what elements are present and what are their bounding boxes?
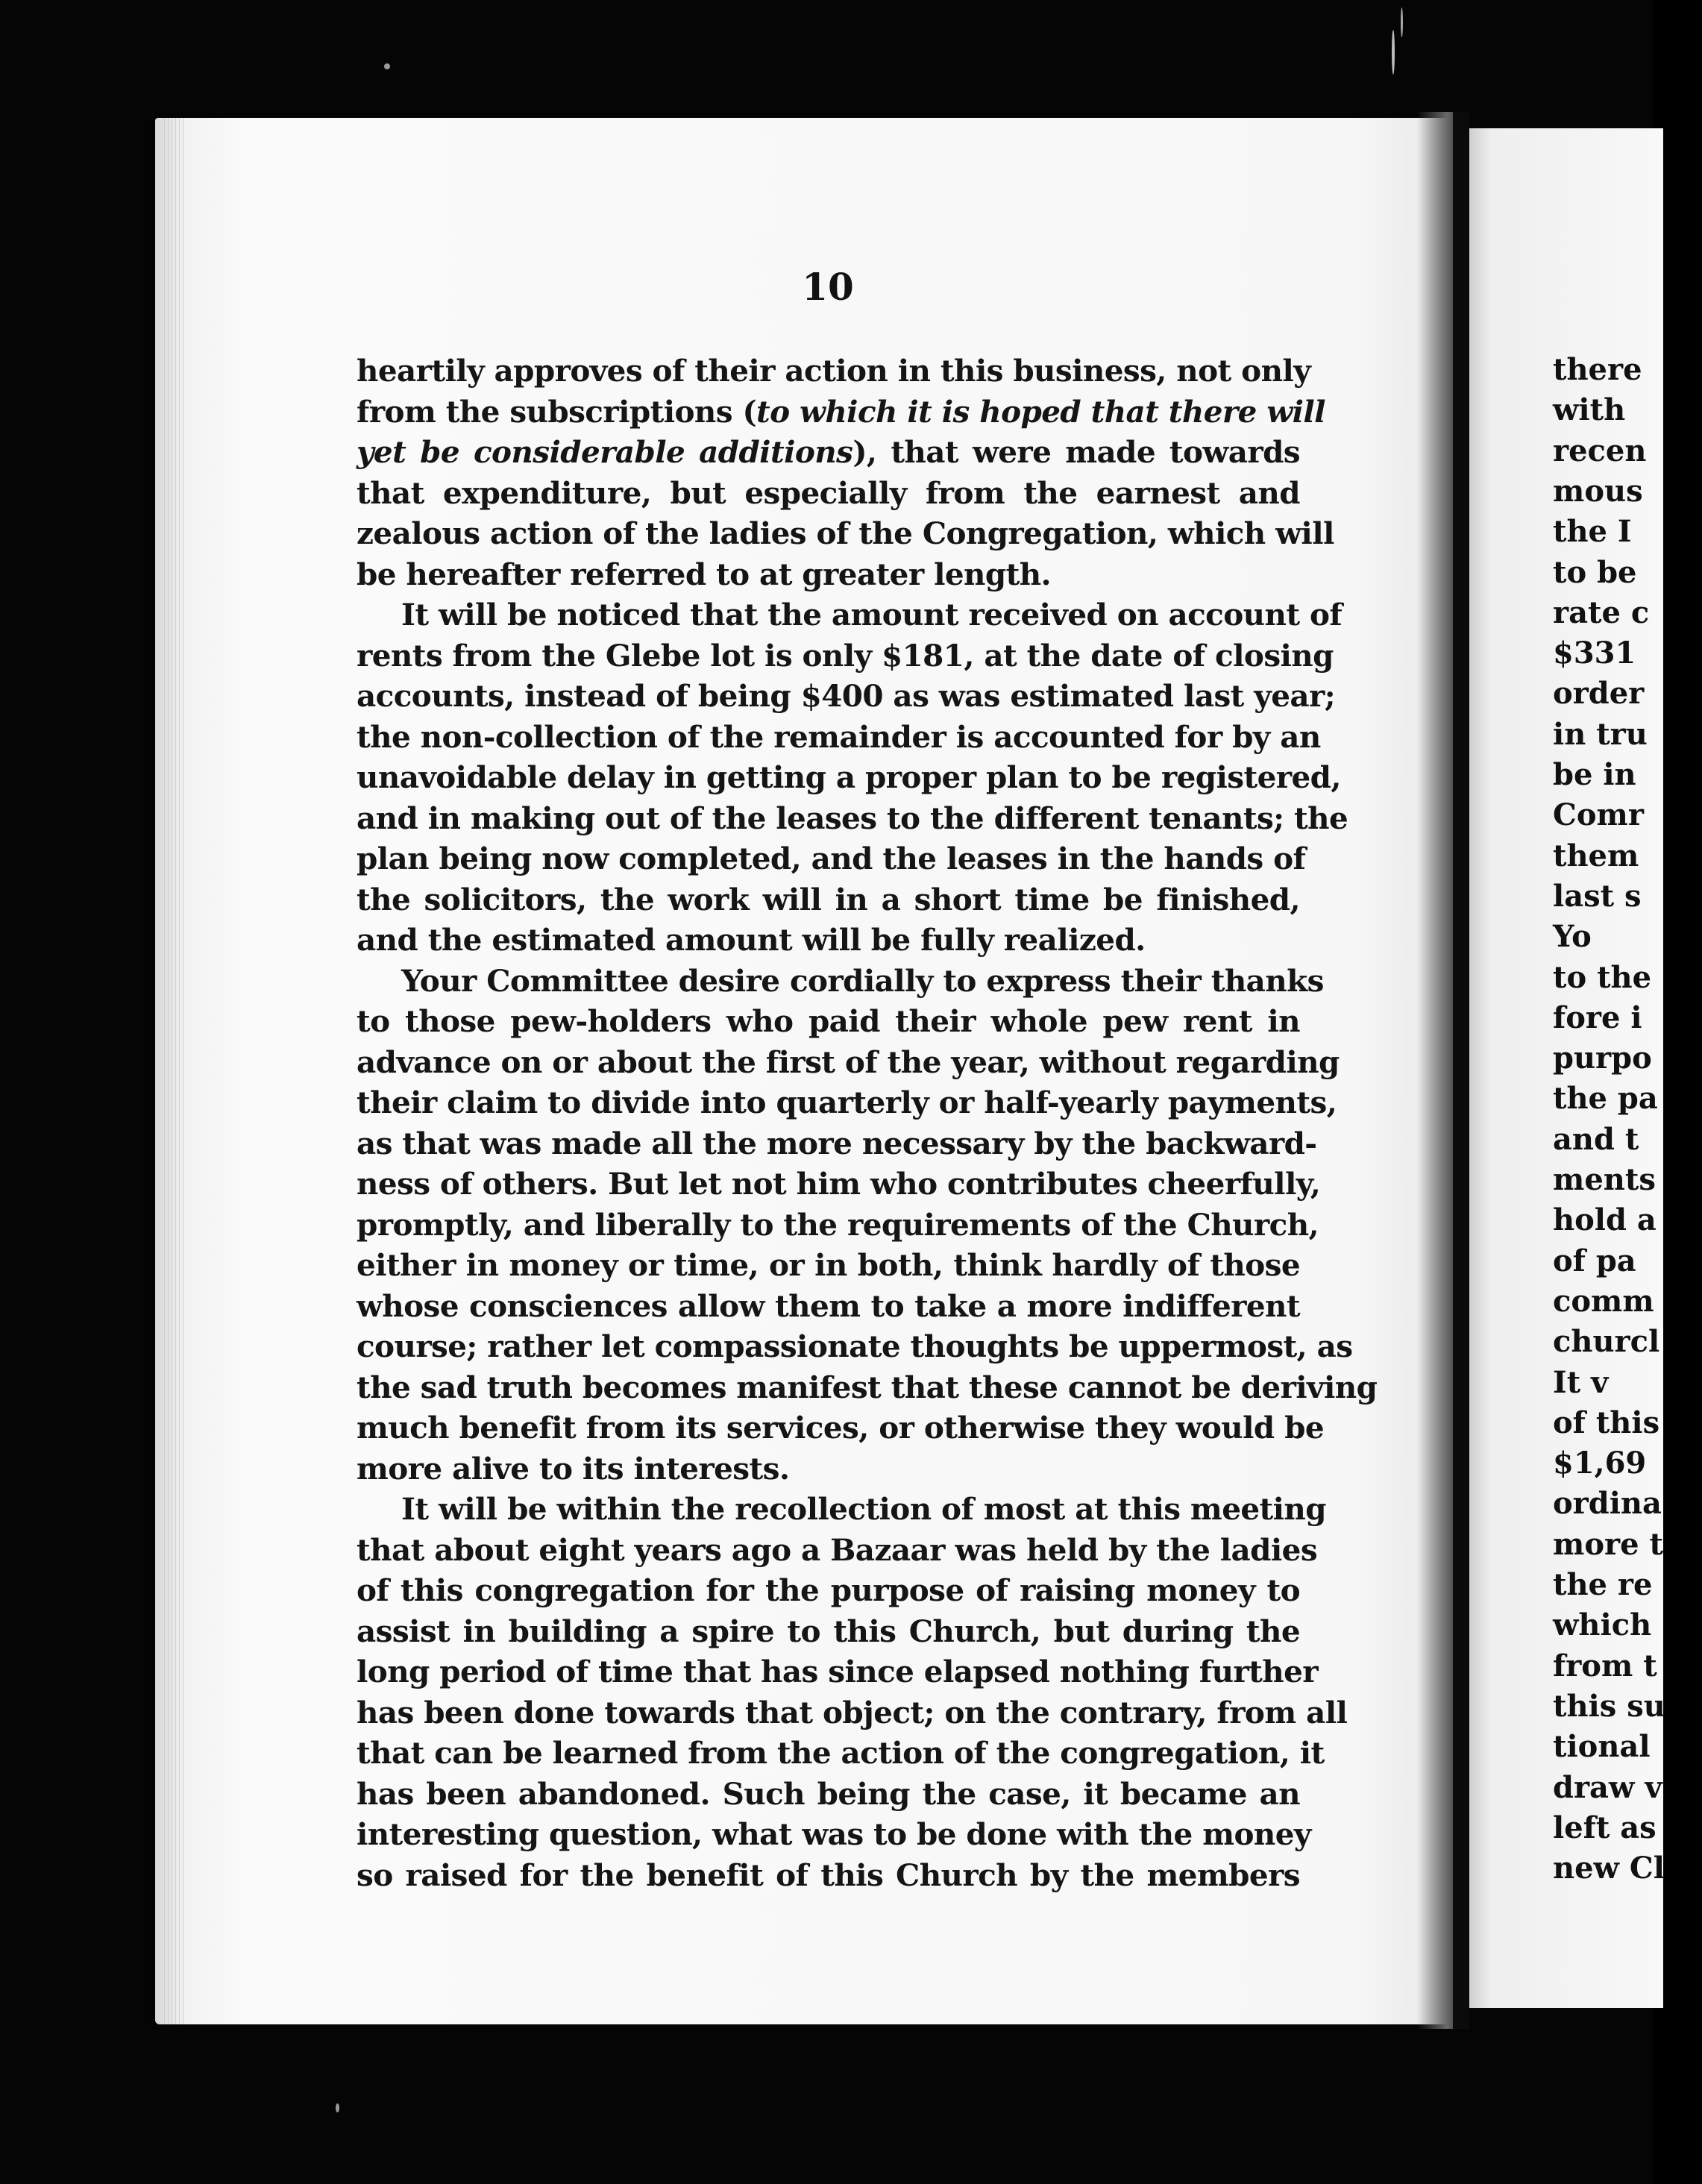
right-page-line: hold a — [1553, 1202, 1657, 1238]
right-page-line: the re — [1553, 1567, 1653, 1602]
text-line: course; rather let compassionate thoughts be uppermost, as — [357, 1328, 1353, 1364]
right-page-line: tional — [1553, 1729, 1651, 1765]
right-page-line: the pa — [1553, 1081, 1658, 1117]
right-page-line: $331 — [1553, 636, 1636, 671]
text-line: so raised for the benefit of this Church by the members — [357, 1857, 1300, 1893]
right-page-line: left as — [1553, 1810, 1657, 1845]
right-page-line: fore i — [1553, 1000, 1642, 1035]
text-line: has been done towards that object; on the contrary, from all — [357, 1694, 1348, 1730]
text-line: that can be learned from the action of the congregation, it — [357, 1735, 1325, 1771]
text-line: that about eight years ago a Bazaar was held by the ladies — [357, 1531, 1318, 1568]
right-page-line: It v — [1553, 1364, 1609, 1400]
text-line: the solicitors, the work will in a short time be finished, — [357, 881, 1300, 917]
text-line: accounts, instead of being $400 as was estimated last year; — [357, 678, 1336, 714]
text-segment: ), that were made towards — [852, 434, 1300, 470]
text-line: ness of others. But let not him who contributes cheerfully, — [357, 1166, 1321, 1202]
text-line: It will be noticed that the amount received on account of — [401, 597, 1343, 633]
right-page-line: them — [1553, 838, 1639, 873]
text-line: of this congregation for the purpose of raising money to — [357, 1572, 1300, 1608]
right-page-line: more t — [1553, 1526, 1663, 1562]
right-page-line: this su — [1553, 1688, 1665, 1724]
right-page-line: purpo — [1553, 1041, 1652, 1076]
text-line: Your Committee desire cordially to express their thanks — [401, 962, 1324, 999]
italic-text: yet be considerable additions — [357, 434, 853, 470]
right-page-line: comm — [1553, 1283, 1654, 1319]
page-number: 10 — [802, 265, 854, 309]
body-text — [357, 351, 1378, 1895]
page-edges — [164, 118, 183, 2024]
scan-speck — [1401, 7, 1403, 37]
right-page-line: which — [1553, 1607, 1652, 1643]
right-page-line: ments — [1553, 1162, 1656, 1197]
right-page-line: draw v — [1553, 1769, 1662, 1805]
text-line: It will be within the recollection of most at this meeting — [401, 1491, 1326, 1527]
text-line: be hereafter referred to at greater length. — [357, 556, 1052, 592]
text-line: whose consciences allow them to take a more indifferent — [357, 1287, 1300, 1324]
right-page-line: churcl — [1553, 1324, 1660, 1360]
right-page-line: from t — [1553, 1648, 1657, 1684]
right-page-line: and t — [1553, 1121, 1639, 1157]
text-line — [357, 392, 1325, 433]
text-line: the sad truth becomes manifest that these cannot be deriving — [357, 1369, 1378, 1405]
text-line: plan being now completed, and the leases in the hands of — [357, 841, 1306, 876]
right-page-line: Yo — [1553, 919, 1592, 955]
text-line: much benefit from its services, or otherwise they would be — [357, 1410, 1324, 1446]
right-page-line: new Cl — [1553, 1851, 1665, 1886]
text-line: interesting question, what was to be done with the money — [357, 1816, 1311, 1852]
text-line: the non-collection of the remainder is accounted for by an — [357, 718, 1321, 755]
right-page-line: to be — [1553, 554, 1637, 590]
italic-text: to which it is hoped that there will — [756, 393, 1325, 430]
text-line: promptly, and liberally to the requirements of the Church, — [357, 1206, 1319, 1243]
right-page-line: recen — [1553, 433, 1647, 468]
right-page-line: of this — [1553, 1405, 1660, 1440]
text-line: as that was made all the more necessary by the backward- — [357, 1125, 1317, 1161]
right-page-line: in tru — [1553, 716, 1648, 752]
text-line: and in making out of the leases to the different tenants; the — [357, 800, 1348, 836]
text-segment: from the subscriptions ( — [357, 393, 757, 430]
right-page-line: of pa — [1553, 1243, 1636, 1278]
right-page-line: $1,69 — [1553, 1446, 1647, 1481]
text-line: that expenditure, but especially from the earnest and — [357, 474, 1300, 511]
right-page-line: order — [1553, 676, 1645, 712]
text-line: long period of time that has since elapsed nothing further — [357, 1654, 1319, 1689]
text-line: rents from the Glebe lot is only $181, at the date of closing — [357, 637, 1334, 674]
right-page-line: ordina — [1553, 1486, 1662, 1522]
right-page-line: rate c — [1553, 594, 1650, 630]
text-line: either in money or time, or in both, think hardly of those — [357, 1247, 1300, 1283]
text-line: more alive to its interests. — [357, 1450, 790, 1487]
scan-speck — [1392, 30, 1395, 75]
right-page — [1469, 128, 1663, 2008]
text-line: assist in building a spire to this Church, but during the — [357, 1613, 1300, 1649]
scan-speck — [336, 2103, 339, 2112]
text-line: advance on or about the first of the year, without regarding — [357, 1044, 1340, 1080]
text-line: to those pew-holders who paid their whole pew rent in — [357, 1003, 1300, 1039]
right-page-line: last s — [1553, 878, 1642, 914]
right-page-line: with — [1553, 392, 1626, 428]
text-line: their claim to divide into quarterly or half-yearly payments, — [357, 1085, 1337, 1120]
right-page-line: the I — [1553, 514, 1632, 550]
text-line: and the estimated amount will be fully realized. — [357, 922, 1146, 958]
right-page-line: be in — [1553, 757, 1636, 792]
right-page-line: Comr — [1553, 797, 1644, 833]
text-line — [357, 432, 1300, 473]
right-page-line: mous — [1553, 473, 1643, 509]
right-page-line: there — [1553, 352, 1642, 387]
text-line: unavoidable delay in getting a proper plan to be registered, — [357, 759, 1341, 795]
page-gap — [1453, 112, 1469, 2029]
scan-speck — [384, 63, 390, 69]
text-line: has been abandoned. Such being the case, it became an — [357, 1775, 1300, 1812]
text-line: zealous action of the ladies of the Congregation, which will — [357, 515, 1334, 551]
text-line: heartily approves of their action in this business, not only — [357, 353, 1311, 389]
right-page-line: to the — [1553, 959, 1652, 995]
